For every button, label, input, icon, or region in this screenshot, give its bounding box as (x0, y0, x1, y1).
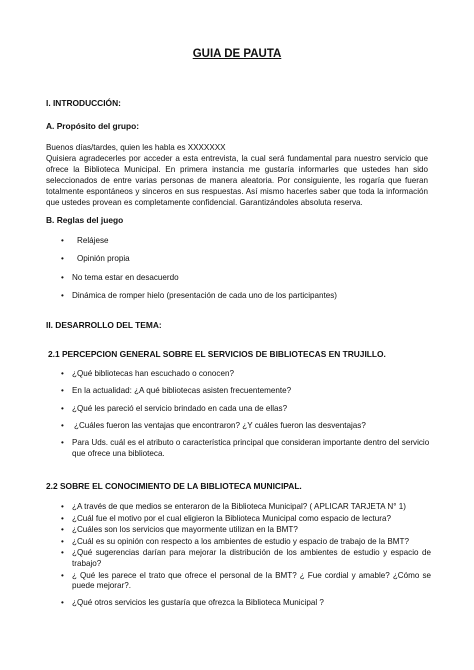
bullet-icon: • (61, 403, 64, 413)
s22-question-list (46, 502, 431, 608)
list-item: • Dinámica de romper hielo (presentación de cada uno de los participantes) (61, 290, 337, 300)
section-desarrollo-heading: II. DESARROLLO DEL TEMA: (46, 320, 162, 330)
list-item: • ¿A través de que medios se enteraron de la Biblioteca Municipal? ( APLICAR TARJETA N° 1) (61, 502, 406, 511)
list-item: • En la actualidad: ¿A qué bibliotecas asisten frecuentemente? (61, 386, 292, 396)
bullet-icon: • (61, 254, 64, 264)
rules-list (46, 236, 431, 302)
bullet-icon: • (61, 438, 64, 448)
bullet-icon: • (61, 369, 64, 378)
list-item: • ¿Cuáles son los servicios que mayormente utilizan en la BMT? (61, 525, 298, 535)
bullet-icon: • (61, 236, 64, 245)
bullet-icon: • (61, 548, 64, 558)
bullet-icon: • (61, 570, 64, 580)
subsection-a-heading: A. Propósito del grupo: (46, 121, 140, 131)
intro-paragraph: Quisiera agradecerles por acceder a esta entrevista, la cual será fundamental para nuestro servicio que ofrece la Biblioteca Municipal. En primera instancia me gustaría informarles que ustedes han sido seleccionados de entre varias personas de manera aleatoria. Por consiguiente, les rogaría que fueran totalmente espontáneos y sinceros en sus respuestas. Así mismo hacerles saber que toda la información que ustedes provean es completamente confidencial. Garantizándoles absoluta reserva. (46, 154, 428, 207)
list-item: • Para Uds. cuál es el atributo o característica principal que consideran importante dentro del servicio que ofrece una biblioteca. (61, 438, 430, 458)
subsection-22-heading: 2.2 SOBRE EL CONOCIMIENTO DE LA BIBLIOTECA MUNICIPAL. (46, 481, 302, 491)
list-item: • Relájese (61, 236, 109, 245)
document-title: GUIA DE PAUTA (192, 48, 282, 60)
list-item: • ¿Cuál es su opinión con respecto a los ambientes de estudio y espacio de trabajo de la BMT? (61, 536, 409, 546)
subsection-21-heading: 2.1 PERCEPCION GENERAL SOBRE EL SERVICIOS DE BIBLIOTECAS EN TRUJILLO. (48, 349, 386, 359)
list-item: • No tema estar en desacuerdo (61, 272, 179, 282)
bullet-icon: • (61, 272, 64, 282)
list-item: • ¿Qué bibliotecas han escuchado o conocen? (61, 369, 234, 378)
s21-question-list (46, 369, 431, 460)
list-item: • Opinión propia (61, 254, 130, 264)
list-item: • ¿Qué otros servicios les gustaría que ofrezca la Biblioteca Municipal ? (61, 597, 324, 607)
bullet-icon: • (61, 290, 64, 300)
bullet-icon: • (61, 536, 64, 546)
list-item: • ¿Cuál fue el motivo por el cual eligieron la Biblioteca Municipal como espacio de lectura? (61, 513, 391, 523)
bullet-icon: • (61, 386, 64, 396)
bullet-icon: • (61, 597, 64, 607)
list-item: • ¿Cuáles fueron las ventajas que encontraron? ¿Y cuáles fueron las desventajas? (61, 420, 366, 430)
section-intro-heading: I. INTRODUCCIÓN: (46, 98, 121, 108)
list-item: • ¿Qué sugerencias darían para mejorar la distribución de los ambientes de estudio y espacio de trabajo? (61, 548, 431, 568)
greeting-text: Buenos días/tardes, quien les habla es XXXXXXX (46, 143, 226, 152)
subsection-b-heading: B. Reglas del juego (46, 215, 124, 225)
bullet-icon: • (61, 525, 64, 535)
list-item: • ¿ Qué les parece el trato que ofrece el personal de la BMT? ¿ Fue cordial y amable? ¿Cómo se puede mejorar?. (61, 570, 431, 591)
bullet-icon: • (61, 420, 64, 430)
bullet-icon: • (61, 513, 64, 523)
list-item: • ¿Qué les pareció el servicio brindado en cada una de ellas? (61, 403, 288, 413)
bullet-icon: • (61, 502, 64, 511)
